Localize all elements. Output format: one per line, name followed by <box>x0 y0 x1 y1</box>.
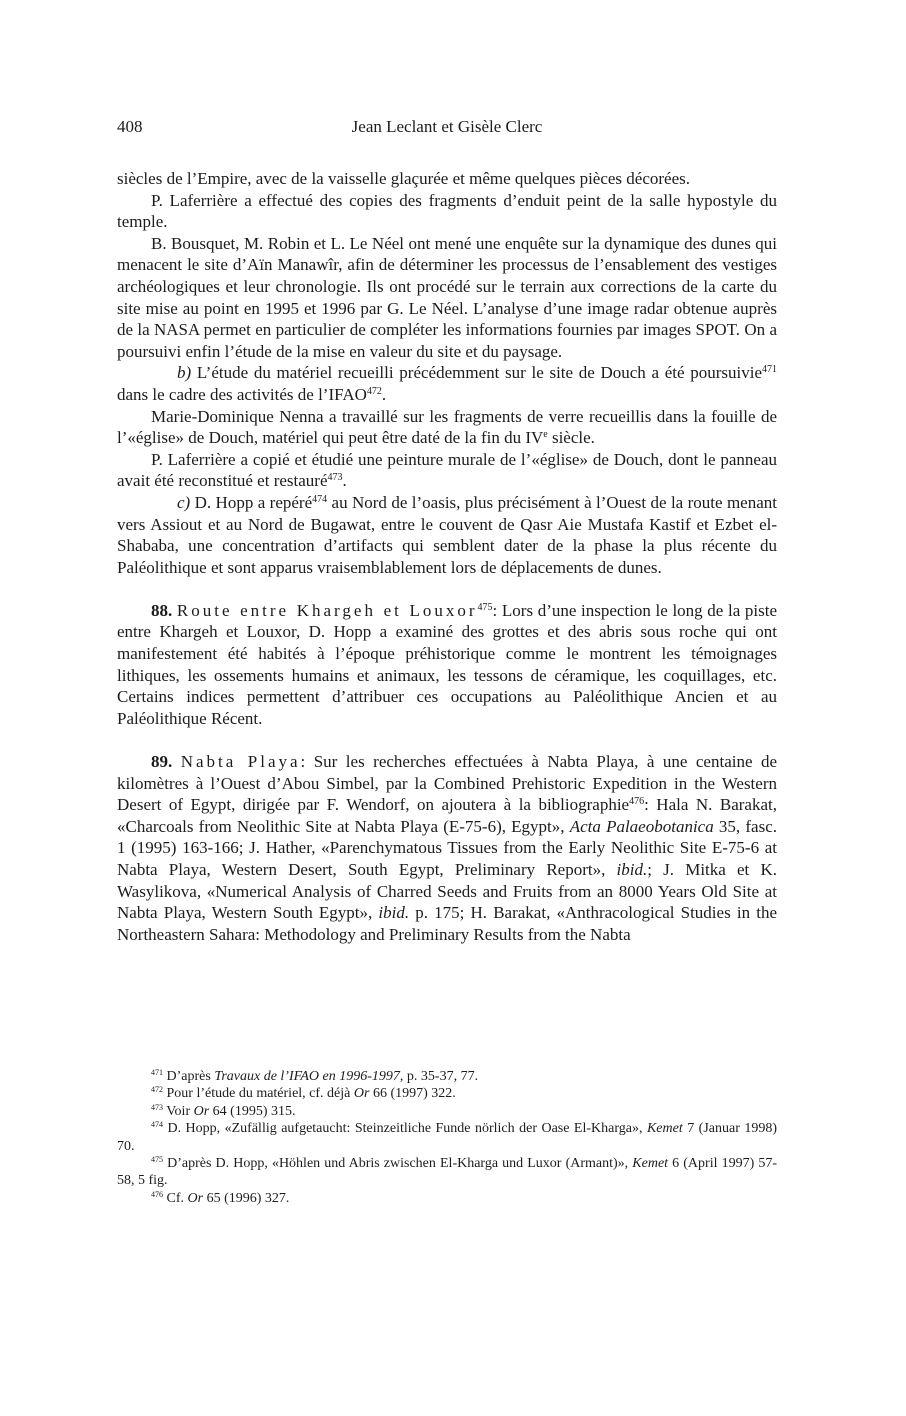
paragraph-item-c: c) D. Hopp a repéré$^{474}$ au Nord de l’oasis, plus précisément à l’Ouest de la route menant vers Assiout et au Nord de Bugawat, entre le couvent de Qasr Aie Mustafa Kastif et Ezbet el-Shababa, une concentration d’artifacts qui semblent dater de la phase la plus récente du Paléolithique et sont apparus vraisemblablement lors de déplacements de dunes. <box>117 492 777 577</box>
footnote-ref-476: 476 <box>629 796 645 808</box>
footnote-474: $^{474}$ D. Hopp, «Zufällig aufgetaucht: Steinzeitliche Funde nörlich der Oase El-Kharga», Kemet 7 (Januar 1998) 70. <box>117 1120 777 1154</box>
footnote-ref-474: 474 <box>312 493 328 505</box>
paragraph-laferriere-copies: P. Laferrière a effectué des copies des fragments d’enduit peint de la salle hypostyle du temple. <box>117 190 777 232</box>
section-number-89: 89. <box>151 752 173 772</box>
section-number-88: 88. <box>151 600 173 620</box>
footnote-476: $^{476}$ Cf. Or 65 (1996) 327. <box>151 1189 290 1206</box>
item-label-b: b) <box>177 363 192 383</box>
footnote-473: $^{473}$ Voir Or 64 (1995) 315. <box>151 1102 296 1119</box>
footnote-471: $^{471}$ D’après Travaux de l’IFAO en 1996-1997, p. 35-37, 77. <box>151 1068 479 1084</box>
paragraph-laferriere-peinture: P. Laferrière a copié et étudié une peinture murale de l’«église» de Douch, dont le panneau avait été reconstitué et restauré$^{473}$. <box>117 449 777 491</box>
paragraph-nenna: Marie-Dominique Nenna a travaillé sur les fragments de verre recueillis dans la fouille de l’«église» de Douch, matériel qui peut être daté de la fin du IVe siècle. <box>117 406 777 448</box>
section-title-89: Nabta Playa <box>180 752 301 772</box>
footnotes <box>117 1068 777 1207</box>
paragraph-dunes-study: B. Bousquet, M. Robin et L. Le Néel ont mené une enquête sur la dynamique des dunes qui menacent le site d’Aïn Manawîr, afin de déterminer les processus de l’ensablement des vestiges archéologiques et leur chronologie. Ils ont procédé sur le terrain aux corrections de la carte du site mise au point en 1995 et 1996 par G. Le Néel. L’analyse d’une image radar obtenue auprès de la NASA permet en particulier de compléter les informations fournies par images SPOT. On a poursuivi enfin l’étude de la mise en valeur du site et du paysage. <box>117 233 777 361</box>
paragraph-continuation: siècles de l’Empire, avec de la vaisselle glaçurée et même quelques pièces décorées. <box>117 169 691 188</box>
footnote-472: $^{472}$ Pour l’étude du matériel, cf. déjà Or 66 (1997) 322. <box>151 1085 456 1102</box>
page-header <box>117 117 777 141</box>
main-text <box>117 168 777 945</box>
footnote-ref-475: 475 <box>477 601 493 613</box>
running-head: Jean Leclant et Gisèle Clerc <box>351 117 543 136</box>
footnote-ref-471: 471 <box>762 364 777 376</box>
footnote-ref-472: 472 <box>366 385 382 397</box>
section-89: 89. Nabta Playa: Sur les recherches effectuées à Nabta Playa, à une centaine de kilomètres à l’Ouest d’Abou Simbel, par la Combined Prehistoric Expedition in the Western Desert of Egypt, dirigée par F. Wendorf, on ajoutera à la bibliographie$^{476}$: Hala N. Barakat, «Charcoals from Neolithic Site at Nabta Playa (E-75-6), Egypt», Acta Palaeobotanica 35, fasc. 1 (1995) 163-166; J. Hather, «Parenchymatous Tissues from the Early Neolithic Site E-75-6 at Nabta Playa, Western Desert, South Egypt, Preliminary Report», ibid.; J. Mitka et K. Wasylikova, «Numerical Analysis of Charred Seeds and Fruits from an 8000 Years Old Site at Nabta Playa, Western South Egypt», ibid. p. 175; H. Barakat, «Anthracological Studies in the Northeastern Sahara: Methodology and Preliminary Results from the Nabta <box>117 752 778 944</box>
item-label-c: c) <box>177 492 191 512</box>
section-title-88: Route entre Khargeh et Louxor <box>176 600 478 620</box>
footnote-ref-473: 473 <box>327 472 343 484</box>
superscript-e: e <box>543 429 548 441</box>
footnote-475: $^{475}$ D’après D. Hopp, «Höhlen und Abris zwischen El-Kharga und Luxor (Armant)», Kemet 6 (April 1997) 57-58, 5 fig. <box>117 1155 777 1189</box>
paragraph-item-b: b) L’étude du matériel recueilli précédemment sur le site de Douch a été poursuivie$^{471}$ dans le cadre des activités de l’IFAO$^{472}$. <box>117 363 777 404</box>
page-number: 408 <box>117 117 143 136</box>
section-88: 88. Route entre Khargeh et Louxor$^{475}$: Lors d’une inspection le long de la piste entre Khargeh et Louxor, D. Hopp a examiné des grottes et des abris sous roche qui ont manifestement été habités à l’époque préhistorique comme le montrent les témoignages lithiques, les ossements humains et animaux, les tessons de céramique, les coquillages, etc. Certains indices permettent d’attribuer ces occupations au Paléolithique Ancien et au Paléolithique Récent. <box>117 600 777 728</box>
